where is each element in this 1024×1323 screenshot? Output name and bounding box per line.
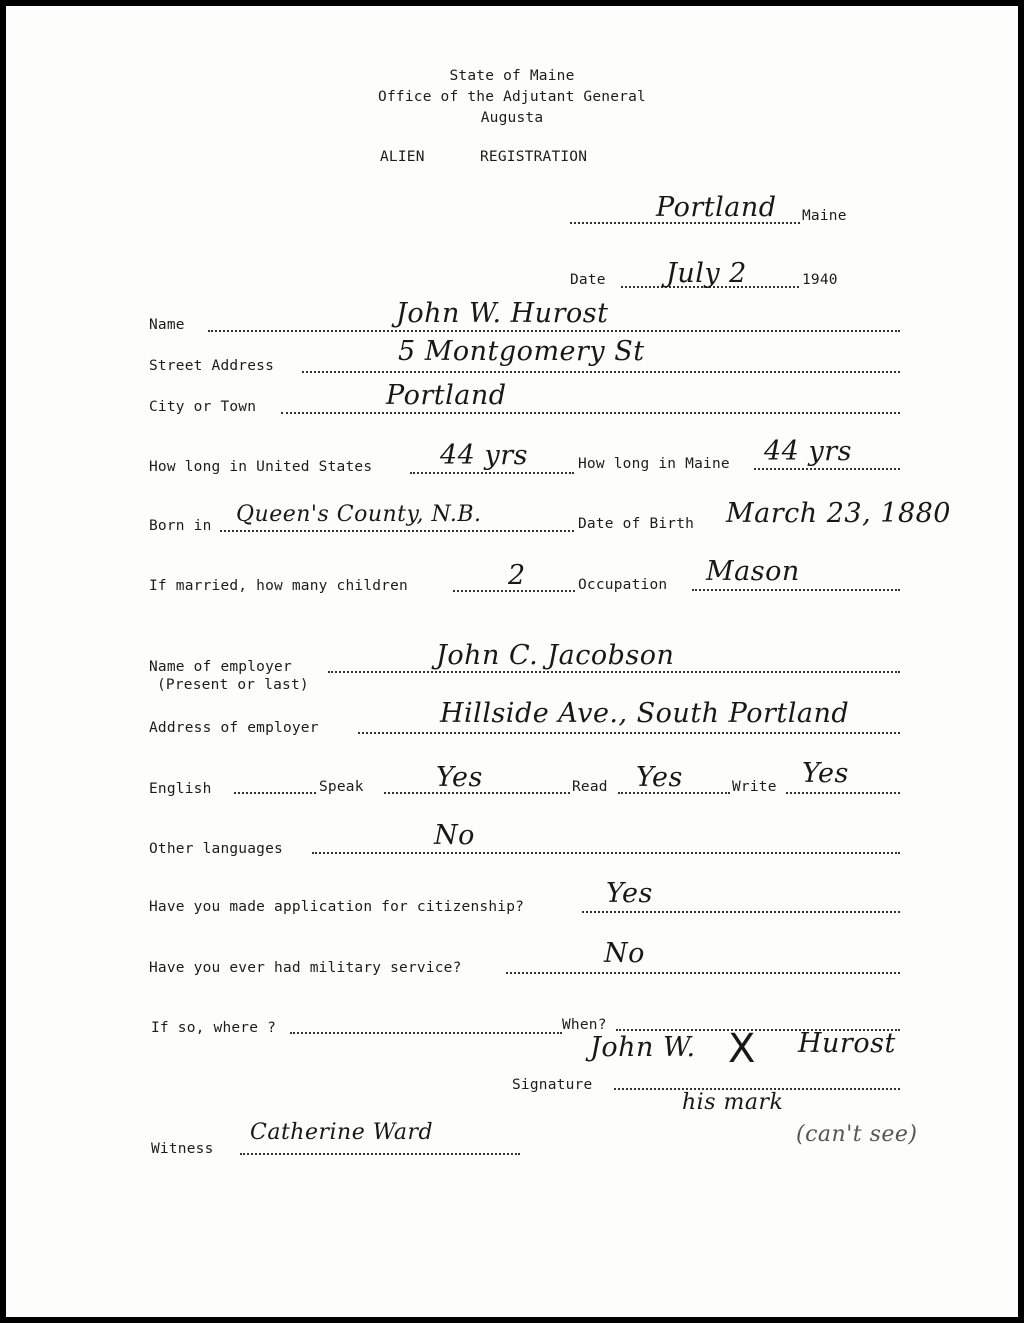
children-label: If married, how many children [149,578,408,594]
employer-address-value: Hillside Ave., South Portland [440,698,850,729]
header-office: Office of the Adjutant General [378,89,646,105]
date-of-birth-value: March 23, 1880 [726,498,951,529]
employer-address-line [358,732,900,734]
employer-label: Name of employer [149,659,292,675]
date-year: 1940 [802,272,838,288]
born-in-value: Queen's County, N.B. [236,502,482,527]
military-line [506,972,900,974]
military-label: Have you ever had military service? [149,960,462,976]
occupation-label: Occupation [578,577,668,593]
english-speak-label: Speak [319,779,364,795]
place-suffix: Maine [802,208,847,224]
how-long-us-label: How long in United States [149,459,373,475]
write-line [786,792,900,794]
english-read-value: Yes [636,762,683,793]
how-long-us-value: 44 yrs [440,440,528,471]
place-value: Portland [656,192,777,223]
registration-form [6,6,1018,1317]
how-long-maine-label: How long in Maine [578,456,730,472]
witness-label: Witness [151,1141,214,1157]
english-line [234,792,316,794]
date-label: Date [570,272,606,288]
other-languages-label: Other languages [149,841,283,857]
if-so-label: If so, where ? [151,1020,277,1036]
street-line [302,371,900,373]
name-label: Name [149,317,185,333]
date-value: July 2 [666,258,747,289]
english-label: English [149,781,212,797]
employer-sublabel: (Present or last) [157,677,309,693]
when-label: When? [562,1017,607,1033]
how-long-us-line [410,472,574,474]
street-label: Street Address [149,358,275,374]
signature-last: Hurost [798,1028,896,1059]
born-in-line [220,530,574,532]
name-value: John W. Hurost [396,298,609,329]
employer-line [328,671,900,673]
how-long-maine-value: 44 yrs [764,436,852,467]
signature-label: Signature [512,1077,593,1093]
header-city: Augusta [480,110,544,126]
other-languages-line [312,852,900,854]
born-in-label: Born in [149,518,212,534]
witness-line [240,1153,520,1155]
header-registration: REGISTRATION [480,149,588,165]
signature-mark: X [728,1026,756,1072]
occupation-value: Mason [706,556,800,587]
name-line [208,330,900,332]
employer-value: John C. Jacobson [436,640,675,671]
if-so-line [290,1032,562,1034]
header-state: State of Maine [449,68,575,84]
employer-address-label: Address of employer [149,720,319,736]
city-line [281,412,900,414]
signature-note: (can't see) [796,1122,918,1147]
how-long-maine-line [754,468,900,470]
citizenship-line [582,911,900,913]
signature-first: John W. [590,1032,696,1063]
city-value: Portland [386,380,507,411]
date-of-birth-label: Date of Birth [578,516,695,532]
city-label: City or Town [149,399,257,415]
children-value: 2 [508,560,526,591]
citizenship-value: Yes [606,878,653,909]
header-alien: ALIEN [380,149,425,165]
his-mark: his mark [682,1090,784,1115]
witness-value: Catherine Ward [250,1120,434,1145]
other-languages-value: No [434,820,475,851]
military-value: No [604,938,645,969]
english-speak-value: Yes [436,762,483,793]
citizenship-label: Have you made application for citizenship? [149,899,525,915]
street-value: 5 Montgomery St [398,336,645,367]
english-read-label: Read [572,779,608,795]
english-write-label: Write [732,779,777,795]
occupation-line [692,589,900,591]
english-write-value: Yes [802,758,849,789]
